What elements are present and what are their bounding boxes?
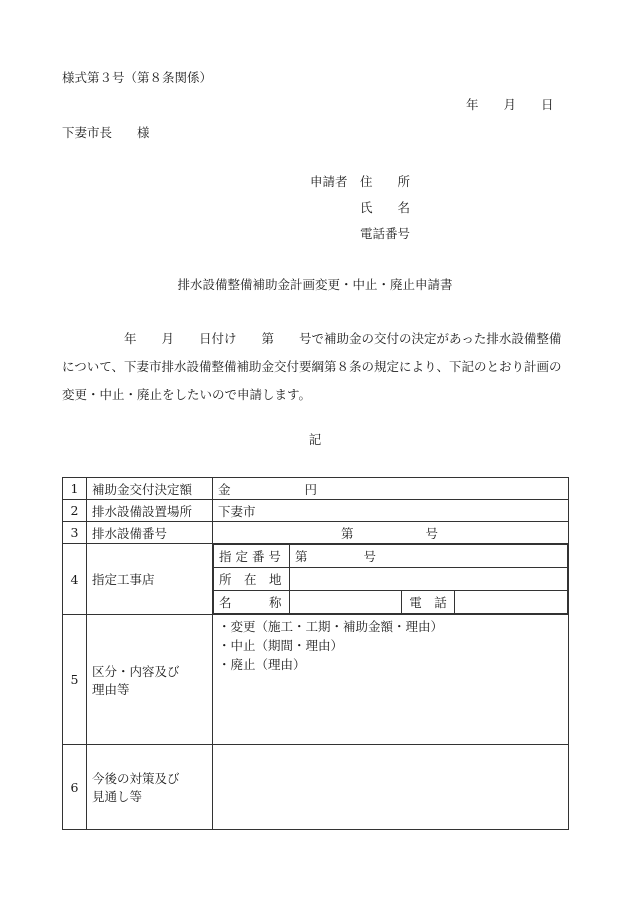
- option-abolish[interactable]: ・廃止（理由）: [218, 657, 306, 672]
- option-change[interactable]: ・変更（施工・工期・補助金額・理由）: [218, 619, 444, 634]
- row-number: 6: [63, 745, 87, 830]
- applicant-address-label: 住 所: [360, 174, 411, 189]
- row-number: 2: [63, 500, 87, 522]
- table-row: [63, 615, 569, 745]
- row-label: 排水設備設置場所: [87, 500, 213, 522]
- name-label: 名 称: [214, 591, 290, 614]
- date-line: 年 月 日: [466, 97, 554, 112]
- grant-amount-field[interactable]: [213, 478, 569, 500]
- applicant-label: 申請者: [310, 174, 348, 189]
- future-measures-field[interactable]: [213, 745, 569, 830]
- amount-unit: 円: [304, 481, 317, 497]
- designation-suffix: 号: [363, 549, 376, 564]
- row-label: 補助金交付決定額: [87, 478, 213, 500]
- contractor-details: [213, 544, 569, 615]
- table-row: [63, 544, 569, 615]
- equipment-number-field[interactable]: [213, 522, 569, 544]
- addressee: 下妻市長 様: [62, 125, 150, 140]
- row-label: 排水設備番号: [87, 522, 213, 544]
- row-label-line-2: 見通し等: [92, 789, 143, 804]
- applicant-name-label: 氏 名: [360, 200, 411, 215]
- amount-prefix: 金: [218, 481, 231, 497]
- table-row: [63, 478, 569, 500]
- designation-number-field[interactable]: [290, 545, 568, 568]
- designation-prefix: 第: [295, 549, 308, 564]
- row-label-line-2: 理由等: [92, 681, 130, 697]
- row-label-line-1: 区分・内容及び: [92, 663, 180, 679]
- location-field[interactable]: [290, 568, 568, 591]
- row-number: 1: [63, 478, 87, 500]
- contractor-phone-field[interactable]: [455, 591, 568, 614]
- contractor-name-field[interactable]: [290, 591, 402, 614]
- body-line-3: 変更・中止・廃止をしたいので申請します。: [62, 387, 312, 402]
- installation-location-field[interactable]: 下妻市: [213, 500, 569, 522]
- body-line-1: 年 月 日付け 第 号で補助金の交付の決定があった排水設備整備: [124, 331, 562, 346]
- contractor-subtable: [213, 544, 568, 614]
- row-label: [87, 745, 213, 830]
- location-label: 所 在 地: [214, 568, 290, 591]
- phone-label: 電 話: [402, 591, 455, 614]
- table-row: [63, 500, 569, 522]
- table-row: [63, 745, 569, 830]
- equipment-number-suffix: 号: [425, 525, 438, 541]
- form-number-label: 様式第３号（第８条関係）: [62, 70, 213, 85]
- row-label-line-1: 今後の対策及び: [92, 771, 180, 786]
- ki-heading: 記: [308, 432, 322, 447]
- body-paragraph: [62, 325, 570, 409]
- option-suspend[interactable]: ・中止（期間・理由）: [218, 638, 344, 653]
- document-title: 排水設備整備補助金計画変更・中止・廃止申請書: [177, 277, 453, 292]
- body-line-2: について、下妻市排水設備整備補助金交付要綱第８条の規定により、下記のとおり計画の: [62, 359, 562, 374]
- row-number: 3: [63, 522, 87, 544]
- designation-number-label: 指 定 番 号: [214, 545, 290, 568]
- category-details-field[interactable]: [213, 615, 569, 745]
- equipment-number-prefix: 第: [341, 525, 354, 541]
- row-number: 5: [63, 615, 87, 745]
- row-label: 指定工事店: [87, 544, 213, 615]
- row-label: [87, 615, 213, 745]
- applicant-phone-label: 電話番号: [360, 226, 411, 241]
- application-table: [62, 477, 569, 830]
- table-row: [63, 522, 569, 544]
- row-number: 4: [63, 544, 87, 615]
